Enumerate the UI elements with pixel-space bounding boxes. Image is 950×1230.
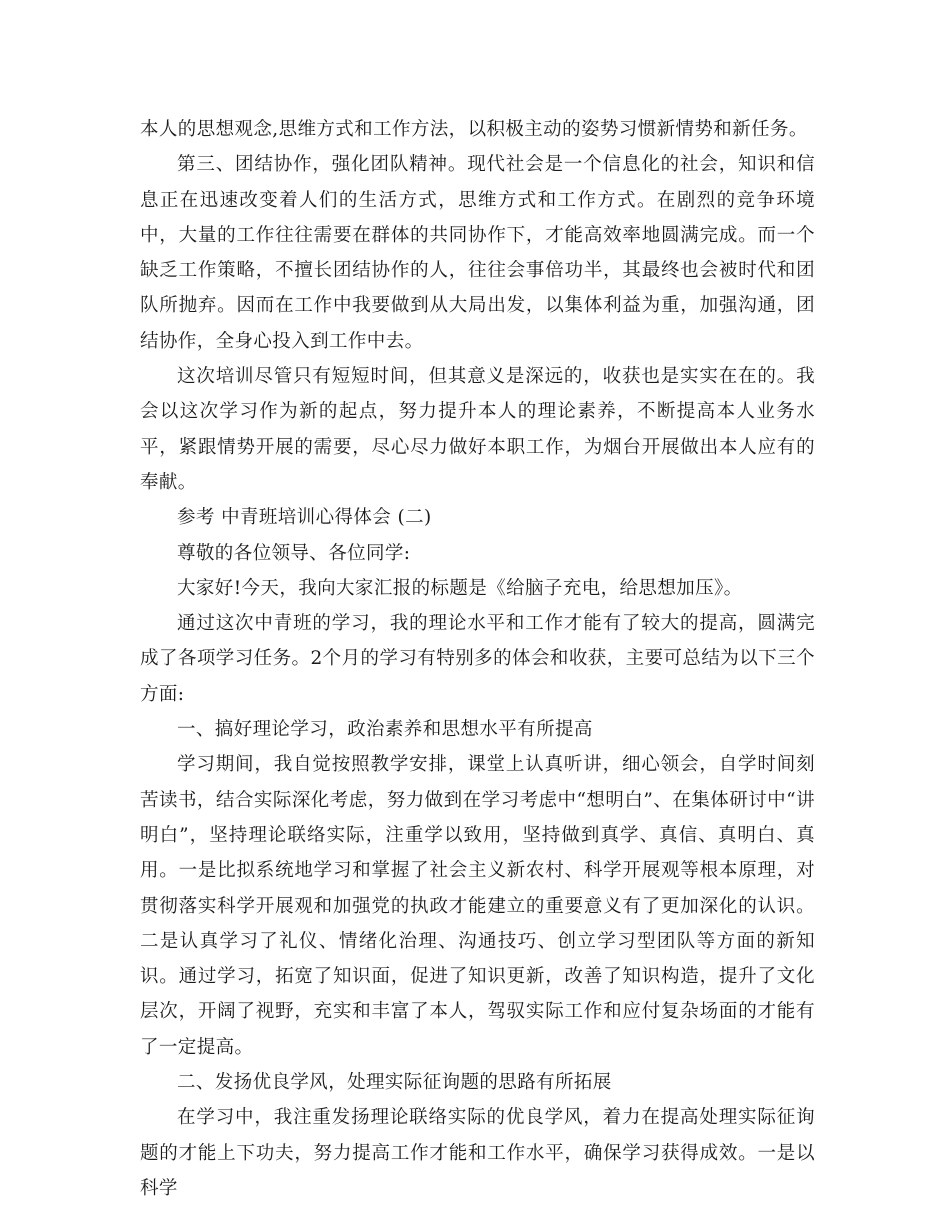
salutation: 尊敬的各位领导、各位同学: <box>177 542 411 564</box>
document-body <box>140 112 815 1206</box>
heading-theory-study: 一、搞好理论学习，政治素养和思想水平有所提高 <box>177 719 593 741</box>
heading-study-style: 二、发扬优良学风，处理实际征询题的思路有所拓展 <box>177 1072 612 1094</box>
paragraph-training-summary: 这次培训尽管只有短短时间，但其意义是深远的，收获也是实实在在的。我会以这次学习作为新的起点，努力提升本人的理论素养，不断提高本人业务水平，紧跟情势开展的需要，尽心尽力做好本职工作，为烟台开展做出本人应有的奉献。 <box>140 366 815 493</box>
paragraph-study-period: 学习期间，我自觉按照教学安排，课堂上认真听讲，细心领会，自学时间刻苦读书，结合实际深化考虑，努力做到在学习考虑中“想明白”、在集体研讨中“讲明白”，坚持理论联络实际，注重学以致用，坚持做到真学、真信、真明白、真用。一是比拟系统地学习和掌握了社会主义新农村、科学开展观等根本原理，对贯彻落实科学开展观和加强党的执政才能建立的重要意义有了更加深化的认识。二是认真学习了礼仪、情绪化治理、沟通技巧、创立学习型团队等方面的新知识。通过学习，拓宽了知识面，促进了知识更新，改善了知识构造，提升了文化层次，开阔了视野，充实和丰富了本人，驾驭实际工作和应付复杂场面的才能有了一定提高。 <box>140 754 815 1058</box>
paragraph-practice: 在学习中，我注重发扬理论联络实际的优良学风，着力在提高处理实际征询题的才能上下功夫，努力提高工作才能和工作水平，确保学习获得成效。一是以科学 <box>140 1107 815 1199</box>
greeting-title: 大家好!今天，我向大家汇报的标题是《给脑子充电，给思想加压》。 <box>177 577 743 599</box>
paragraph-overview: 通过这次中青班的学习，我的理论水平和工作才能有了较大的提高，圆满完成了各项学习任务。2个月的学习有特别多的体会和收获，主要可总结为以下三个方面: <box>140 613 815 705</box>
paragraph-continuation: 本人的思想观念,思维方式和工作方法，以积极主动的姿势习惯新情势和新任务。 <box>140 119 808 140</box>
section-heading-reference-two: 参考 中青班培训心得体会 (二) <box>177 507 432 529</box>
paragraph-teamwork: 第三、团结协作，强化团队精神。现代社会是一个信息化的社会，知识和信息正在迅速改变着人们的生活方式，思维方式和工作方式。在剧烈的竞争环境中，大量的工作往往需要在群体的共同协作下，才能高效率地圆满完成。而一个缺乏工作策略，不擅长团结协作的人，往往会事倍功半，其最终也会被时代和团队所抛弃。因而在工作中我要做到从大局出发，以集体利益为重，加强沟通，团结协作，全身心投入到工作中去。 <box>140 154 815 352</box>
